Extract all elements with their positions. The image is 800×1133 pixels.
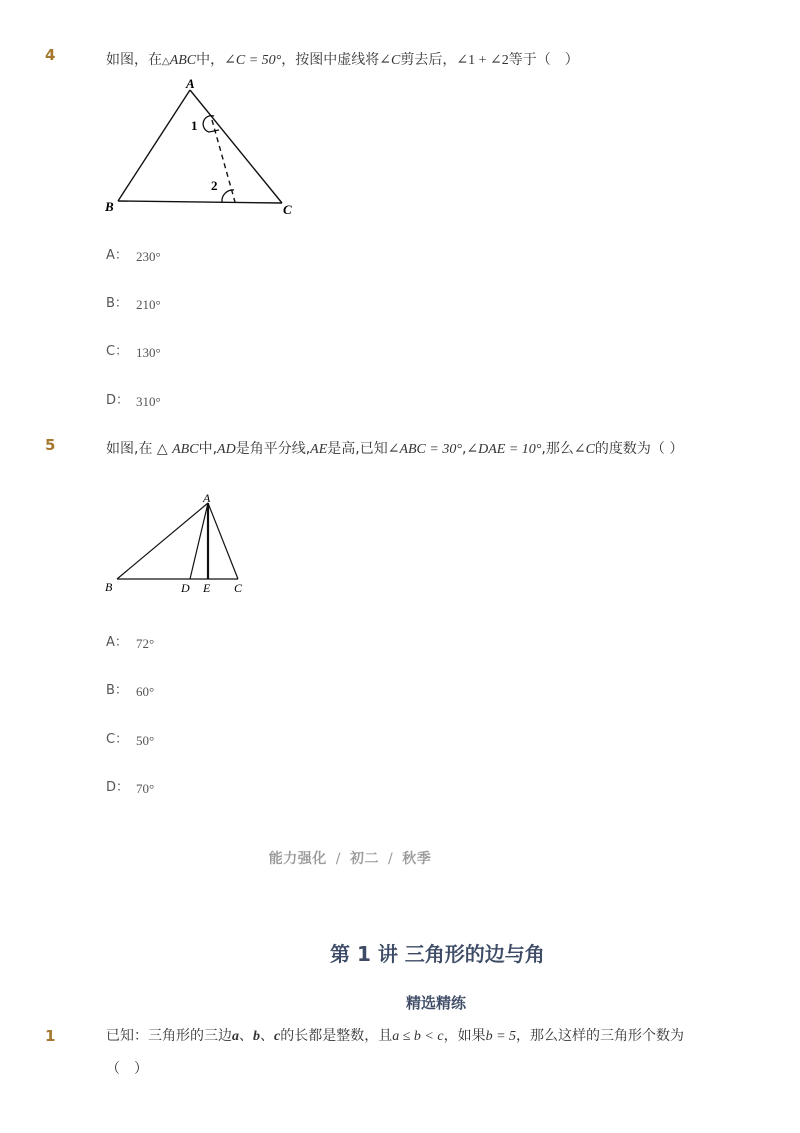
angle-label-1: 1 [191, 118, 198, 133]
stem-text: ，如果 [443, 1028, 486, 1044]
math-abc: ABC [172, 442, 199, 457]
stem-text: 中， [196, 52, 225, 68]
option-value: 210° [136, 297, 161, 312]
question-number: 4 [45, 46, 56, 64]
question-number: 1 [45, 1027, 56, 1045]
math-a: a [232, 1029, 239, 1044]
option-value: 70° [136, 781, 155, 796]
option-value: 50° [136, 733, 155, 748]
option-value: 230° [136, 249, 161, 264]
stem-text: 的长都是整数，且 [280, 1028, 393, 1044]
math-angle-sum: ∠1 + ∠2 [456, 53, 509, 68]
math-angle-c: ∠C [379, 53, 401, 68]
footer-subject: 能力强化 [268, 851, 327, 867]
footer-grade: 初二 [350, 851, 379, 867]
stem-text: 如图，在 [106, 52, 162, 68]
question-number: 5 [45, 436, 56, 454]
option-label: B： [106, 296, 128, 311]
option-label: A： [106, 248, 128, 263]
stem-text: 等于（ ） [508, 52, 579, 68]
option-value: 130° [136, 345, 161, 360]
lesson-title: 第 1 讲 三角形的边与角 [330, 942, 545, 966]
vertex-label-a: A [186, 76, 195, 91]
stem-text: 的度数为（ ） [594, 441, 684, 457]
stem-text: 已知：三角形的三边 [106, 1028, 232, 1044]
stem-text: 剪去后， [400, 52, 457, 68]
vertex-label-b: B [105, 199, 114, 214]
math-angle-c-eq: ∠C = 50° [224, 53, 282, 68]
option-label: C： [106, 732, 129, 747]
footer-separator: / [388, 851, 394, 867]
math-inequality: a ≤ b < c [392, 1029, 444, 1044]
math-angle-c: ∠C [573, 442, 595, 457]
answer-paren: （ ） [106, 1061, 148, 1077]
vertex-label-c: C [283, 202, 292, 217]
option-value: 72° [136, 636, 155, 651]
option-label: B： [106, 683, 128, 698]
math-ae: AE [310, 442, 328, 457]
triangle-figure-q4 [100, 76, 300, 220]
stem-text: 如图,在 △ [106, 441, 173, 457]
stem-text: 是角平分线, [235, 441, 311, 457]
vertex-label-e: E [203, 581, 211, 595]
question-stem [106, 50, 579, 72]
option-label: D： [106, 393, 130, 408]
math-abc: ABC [169, 53, 197, 68]
option-value: 60° [136, 684, 155, 699]
option-label: C： [106, 344, 129, 359]
stem-text: 、 [239, 1028, 253, 1044]
stem-text: ，按图中虚线将 [281, 52, 380, 68]
math-angle-abc: ∠ABC = 30° [387, 442, 462, 457]
vertex-label-d: D [181, 581, 190, 595]
vertex-label-a: A [203, 491, 211, 505]
vertex-label-b: B [105, 580, 113, 594]
page-footer [0, 848, 700, 868]
angle-label-2: 2 [211, 178, 218, 193]
stem-text: ,那么 [541, 441, 574, 457]
question-stem [106, 1026, 684, 1047]
math-c: c [274, 1029, 281, 1044]
option-value: 310° [136, 394, 161, 409]
math-angle-dae: ∠DAE = 10° [466, 442, 542, 457]
stem-text: ，那么这样的三角形个数为 [516, 1028, 685, 1044]
stem-text: 中, [198, 441, 218, 457]
footer-term: 秋季 [402, 851, 432, 867]
triangle-figure-q5 [100, 488, 250, 598]
triangle-symbol: △ [162, 56, 170, 67]
section-title: 精选精练 [406, 994, 467, 1012]
question-stem [106, 439, 683, 460]
math-ad: AD [217, 442, 236, 457]
stem-text: 、 [260, 1028, 274, 1044]
footer-separator: / [335, 851, 341, 867]
vertex-label-c: C [234, 581, 243, 595]
math-b: b [253, 1029, 260, 1044]
option-label: D： [106, 780, 130, 795]
option-label: A： [106, 635, 128, 650]
math-b-eq: b = 5 [485, 1029, 517, 1044]
stem-text: , [461, 441, 467, 457]
stem-text: 是高,已知 [327, 441, 388, 457]
